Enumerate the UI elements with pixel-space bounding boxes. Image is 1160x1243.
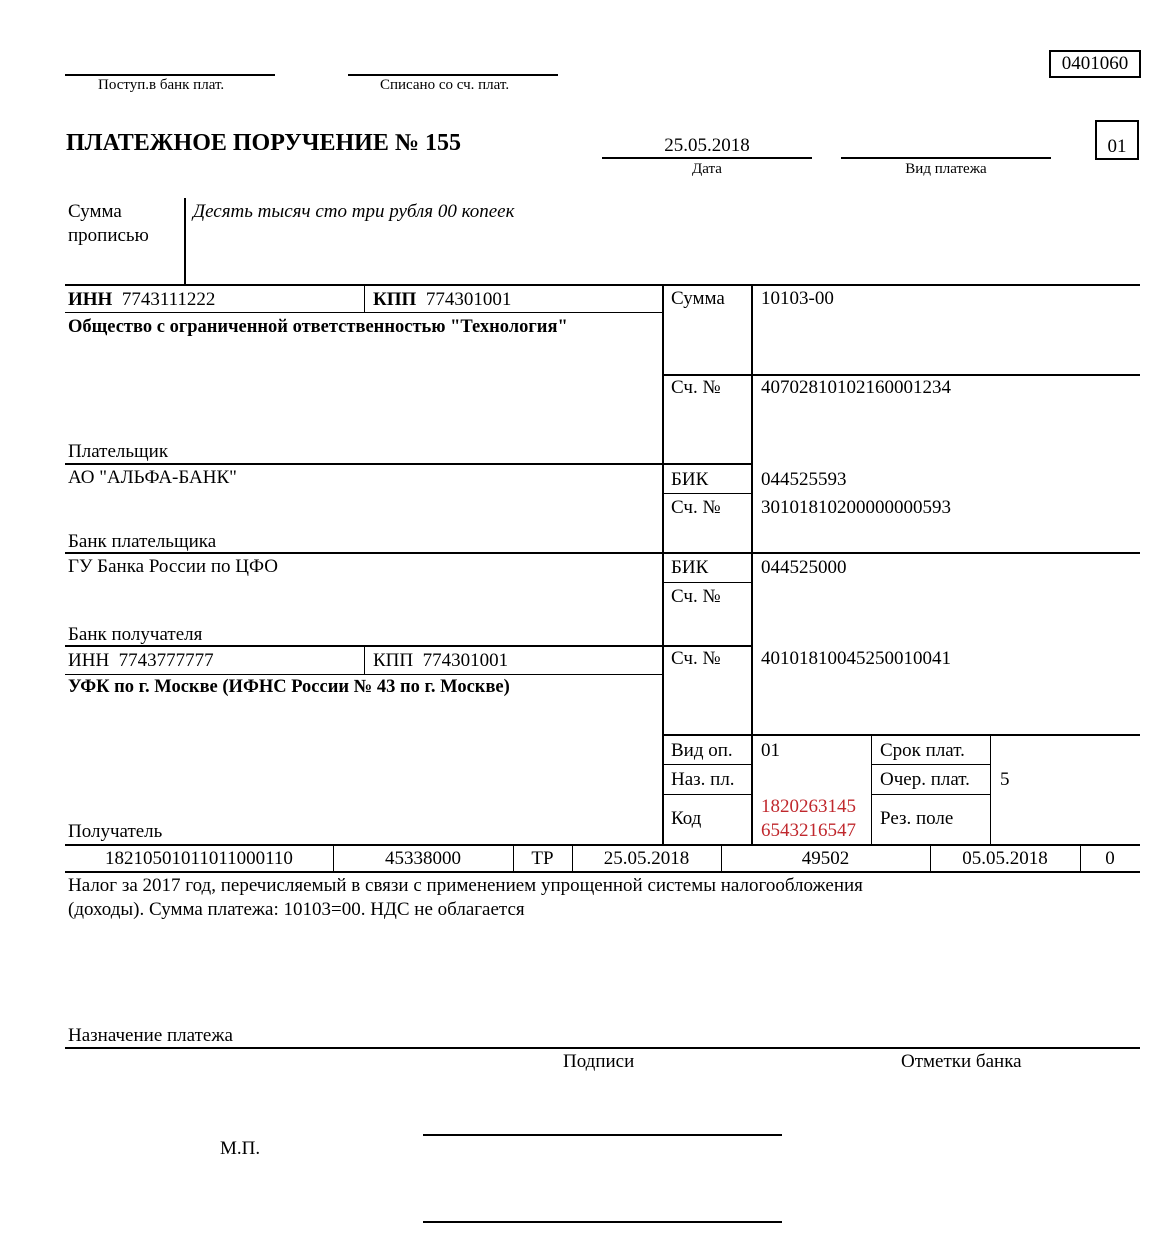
payee-inn xyxy=(68,650,214,672)
purpose-code-label: Наз. пл. xyxy=(671,769,735,790)
grid-line xyxy=(751,285,753,845)
tax-doc-number: 49502 xyxy=(801,848,850,869)
payer-bank-label: Банк плательщика xyxy=(68,531,217,552)
payer-account-label: Сч. № xyxy=(671,377,721,398)
payer-bank-account-label: Сч. № xyxy=(671,497,721,518)
bank-marks-label: Отметки банка xyxy=(901,1051,1022,1072)
payer-bank-bik-label: БИК xyxy=(671,469,709,490)
purpose-label: Назначение платежа xyxy=(68,1025,233,1046)
payer-label: Плательщик xyxy=(68,441,169,462)
payee-label: Получатель xyxy=(68,821,163,842)
amount-words-label-2: прописью xyxy=(68,225,149,246)
tax-type: 0 xyxy=(1105,848,1115,869)
amount-words-value: Десять тысяч сто три рубля 00 копеек xyxy=(193,201,515,222)
payer-bank-account-value: 30101810200000000593 xyxy=(761,497,951,518)
payer-inn xyxy=(68,289,215,311)
grid-line xyxy=(364,646,365,674)
payee-bank-name: ГУ Банка России по ЦФО xyxy=(68,556,278,577)
code-value-line2: 6543216547 xyxy=(761,820,856,841)
purpose-line2: (доходы). Сумма платежа: 10103=00. НДС не облагается xyxy=(68,899,525,920)
payee-bank-bik-label: БИК xyxy=(671,557,709,578)
tax-doc-date: 05.05.2018 xyxy=(962,848,1048,869)
grid-line xyxy=(662,733,664,845)
payee-kpp xyxy=(373,650,508,672)
payer-bank-bik-value: 044525593 xyxy=(761,469,847,490)
grid-line xyxy=(65,284,185,286)
stamp-label: М.П. xyxy=(220,1138,261,1159)
payer-kpp-label: КПП xyxy=(373,289,417,310)
signature-line-1 xyxy=(423,1134,782,1136)
grid-line xyxy=(663,794,751,795)
payee-inn-value: 7743777777 xyxy=(118,650,214,671)
payer-kpp xyxy=(373,289,511,311)
payment-type-label: Вид платежа xyxy=(905,161,987,177)
date-label: Дата xyxy=(692,161,722,177)
term-label: Срок плат. xyxy=(880,740,965,761)
payee-account-value: 40101810045250010041 xyxy=(761,648,951,669)
received-line xyxy=(65,74,275,76)
grid-line xyxy=(663,374,1140,376)
grid-line xyxy=(990,735,991,845)
tax-oktmo: 45338000 xyxy=(385,848,461,869)
payer-inn-label: ИНН xyxy=(68,289,113,310)
debited-label: Списано со сч. плат. xyxy=(380,77,510,93)
date-value: 25.05.2018 xyxy=(664,135,750,156)
grid-line xyxy=(871,735,872,845)
debited-line xyxy=(348,74,558,76)
grid-line xyxy=(65,552,1140,554)
grid-line xyxy=(871,764,991,765)
grid-line xyxy=(65,463,751,465)
signature-line-2 xyxy=(423,1221,782,1223)
payee-bank-account-label: Сч. № xyxy=(671,586,721,607)
sum-value: 10103-00 xyxy=(761,288,834,309)
op-type-value: 01 xyxy=(761,740,780,761)
date-line xyxy=(602,157,812,159)
payer-inn-value: 7743111222 xyxy=(121,289,216,310)
tax-kbk: 18210501011011000110 xyxy=(105,848,293,869)
grid-line xyxy=(663,734,1140,736)
signatures-label: Подписи xyxy=(563,1051,635,1072)
purpose-line1: Налог за 2017 год, перечисляемый в связи с применением упрощенной системы налогообложения xyxy=(68,875,863,896)
document-title: ПЛАТЕЖНОЕ ПОРУЧЕНИЕ № 155 xyxy=(66,130,461,156)
payment-type-line xyxy=(841,157,1051,159)
op-type-label: Вид оп. xyxy=(671,740,733,761)
grid-line xyxy=(65,674,663,675)
grid-line xyxy=(662,285,664,733)
payer-kpp-value: 774301001 xyxy=(425,289,512,310)
tax-period: 25.05.2018 xyxy=(603,848,690,869)
code-value-line1: 1820263145 xyxy=(761,796,856,817)
grid-line xyxy=(663,582,751,583)
tax-basis: ТР xyxy=(531,848,554,869)
form-code: 0401060 xyxy=(1049,50,1141,78)
payee-bank-bik-value: 044525000 xyxy=(761,557,847,578)
priority-value: 5 xyxy=(1000,769,1010,790)
amount-words-divider xyxy=(184,198,186,284)
payer-account-value: 40702810102160001234 xyxy=(761,377,951,398)
grid-line xyxy=(663,493,751,494)
received-label: Поступ.в банк плат. xyxy=(98,77,225,93)
grid-line xyxy=(65,844,1140,846)
payee-account-label: Сч. № xyxy=(671,648,721,669)
payee-bank-label: Банк получателя xyxy=(68,624,203,645)
code-label: Код xyxy=(671,808,702,829)
priority-label: Очер. плат. xyxy=(880,769,970,790)
grid-line xyxy=(65,1047,1140,1049)
payer-bank-name: АО "АЛЬФА-БАНК" xyxy=(68,467,237,488)
payer-name: Общество с ограниченной ответственностью "Технология" xyxy=(68,317,568,337)
payee-kpp-label: КПП xyxy=(373,650,414,671)
reserved-label: Рез. поле xyxy=(880,808,954,829)
payee-kpp-value: 774301001 xyxy=(422,650,509,671)
grid-line xyxy=(871,794,991,795)
amount-words-label-1: Сумма xyxy=(68,201,122,222)
payee-name: УФК по г. Москве (ИФНС России № 43 по г. Москве) xyxy=(68,677,510,697)
payee-inn-label: ИНН xyxy=(68,650,110,671)
status-code-box: 01 xyxy=(1095,120,1139,160)
grid-line xyxy=(364,285,365,313)
grid-line xyxy=(65,871,1140,873)
sum-label: Сумма xyxy=(671,288,725,309)
grid-line xyxy=(663,764,751,765)
